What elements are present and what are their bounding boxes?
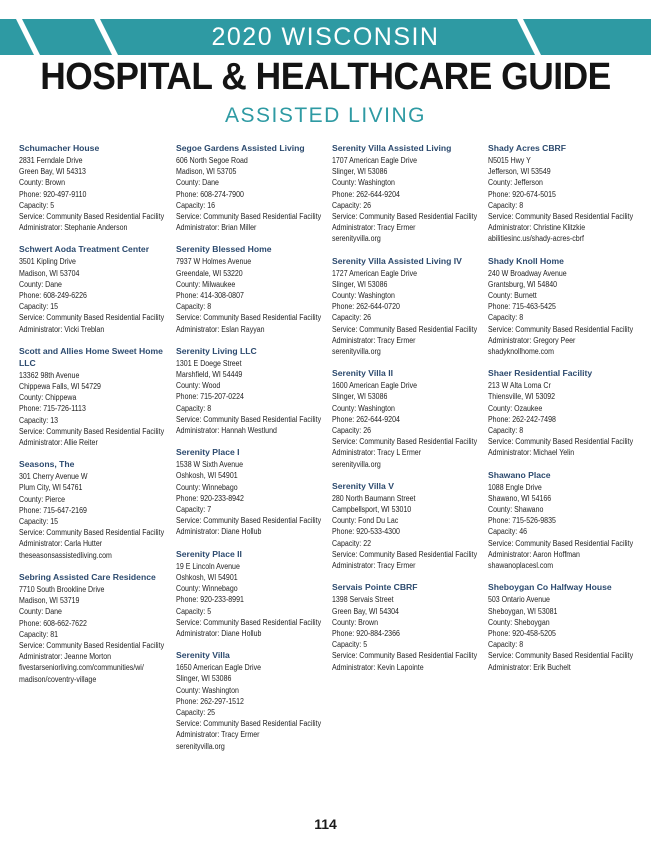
facility-detail: County: Washington (332, 291, 395, 301)
facility-detail: Phone: 920-233-8942 (176, 493, 244, 503)
facility-detail: Administrator: Tracy Ermer (176, 730, 260, 740)
facility-detail: Phone: 920-674-5015 (488, 189, 556, 199)
header-banner (0, 19, 651, 55)
facility-detail: Administrator: Tracy Ermer (332, 223, 416, 233)
facility-detail: Capacity: 5 (19, 200, 55, 210)
facility-entry (332, 367, 482, 470)
facility-detail: Capacity: 8 (176, 302, 212, 312)
facility-entry (488, 255, 638, 358)
listing-column (176, 142, 326, 762)
facility-detail: Service: Community Based Residential Facility (19, 528, 165, 538)
facility-name: Shady Acres CBRF (488, 143, 567, 153)
facility-detail: Capacity: 8 (488, 200, 524, 210)
facility-detail: Phone: 920-497-9110 (19, 189, 87, 199)
facility-detail: Administrator: Gregory Peer (488, 335, 576, 345)
facility-entry (176, 548, 326, 639)
facility-detail: Phone: 715-207-0224 (176, 392, 244, 402)
facility-entry (176, 345, 326, 436)
facility-detail: Service: Community Based Residential Facility (332, 549, 478, 559)
facility-name: Schumacher House (19, 143, 100, 153)
facility-name: Serenity Villa V (332, 480, 394, 491)
facility-name: Sheboygan Co Halfway House (488, 582, 612, 593)
facility-detail: 301 Cherry Avenue W (19, 472, 88, 482)
facility-detail: County: Brown (19, 178, 66, 188)
facility-detail: Service: Community Based Residential Facility (488, 538, 634, 548)
facility-detail: Administrator: Michael Yelin (488, 448, 575, 458)
facility-name: Serenity Place I (176, 447, 240, 458)
facility-detail: Service: Community Based Residential Facility (488, 212, 634, 222)
facility-detail: Phone: 262-644-0720 (332, 302, 400, 312)
facility-name: Seasons, The (19, 459, 75, 470)
facility-detail: Service: Community Based Residential Facility (488, 437, 634, 447)
facility-detail: Capacity: 15 (19, 517, 59, 527)
facility-detail: County: Wood (176, 381, 221, 391)
facility-detail: Capacity: 8 (488, 640, 524, 650)
facility-detail: Capacity: 26 (332, 313, 372, 323)
facility-detail: 19 E Lincoln Avenue (176, 561, 240, 571)
facility-detail: Service: Community Based Residential Facility (19, 640, 165, 650)
facility-detail: shadyknollhome.com (488, 347, 554, 357)
facility-detail: Administrator: Allie Reiter (19, 438, 98, 448)
facility-name: Sebring Assisted Care Residence (19, 571, 156, 582)
facility-detail: Service: Community Based Residential Facility (19, 426, 165, 436)
facility-detail: Slinger, WI 53086 (332, 279, 388, 289)
facility-detail: Phone: 608-274-7900 (176, 189, 244, 199)
facility-name: Serenity Living LLC (176, 345, 257, 356)
facility-detail: Administrator: Jeanne Morton (19, 652, 112, 662)
facility-detail: Capacity: 81 (19, 629, 59, 639)
facility-name: Serenity Villa (176, 650, 230, 661)
facility-detail: County: Chippewa (19, 393, 77, 403)
facility-detail: serenityvilla.org (332, 234, 381, 244)
facility-name: Scott and Allies Home Sweet Home LLC (19, 345, 163, 368)
facility-name: Shady Knoll Home (488, 255, 564, 266)
facility-detail: Capacity: 5 (332, 640, 368, 650)
facility-entry (332, 142, 482, 245)
facility-detail: Administrator: Tracy Ermer (332, 561, 416, 571)
facility-detail: County: Ozaukee (488, 403, 543, 413)
facility-detail: Madison, WI 53704 (19, 268, 80, 278)
facility-detail: theseasonsassistedliving.com (19, 550, 112, 560)
facility-name: Servais Pointe CBRF (332, 582, 418, 593)
facility-detail: Slinger, WI 53086 (332, 167, 388, 177)
listing-columns (19, 142, 639, 812)
facility-detail: serenityvilla.org (332, 347, 381, 357)
facility-detail: County: Milwaukee (176, 279, 236, 289)
facility-detail: Slinger, WI 53086 (332, 392, 388, 402)
facility-detail: Phone: 608-662-7622 (19, 618, 87, 628)
facility-detail: Phone: 920-884-2366 (332, 628, 400, 638)
facility-detail: Capacity: 7 (176, 505, 212, 515)
facility-detail: County: Dane (176, 178, 219, 188)
facility-name: Serenity Villa Assisted Living (332, 143, 452, 153)
facility-detail: Administrator: Brian Miller (176, 223, 257, 233)
facility-detail: Capacity: 13 (19, 415, 59, 425)
facility-detail: Service: Community Based Residential Facility (332, 437, 478, 447)
facility-detail: serenityvilla.org (332, 459, 381, 469)
facility-name: Serenity Blessed Home (176, 244, 272, 255)
facility-detail: 240 W Broadway Avenue (488, 268, 567, 278)
facility-detail: Phone: 262-644-9204 (332, 189, 400, 199)
facility-detail: County: Sheboygan (488, 617, 550, 627)
facility-entry (19, 571, 169, 685)
facility-detail: Phone: 920-533-4300 (332, 527, 400, 537)
facility-detail: Administrator: Stephanie Anderson (19, 223, 128, 233)
facility-detail: Oshkosh, WI 54901 (176, 471, 238, 481)
facility-detail: Service: Community Based Residential Facility (176, 617, 322, 627)
facility-detail: Service: Community Based Residential Facility (488, 651, 634, 661)
facility-detail: Administrator: Christine Klitzkie (488, 223, 586, 233)
facility-detail: Capacity: 5 (176, 606, 212, 616)
facility-detail: Chippewa Falls, WI 54729 (19, 382, 101, 392)
facility-name: Serenity Place II (176, 548, 242, 559)
facility-detail: Phone: 920-458-5205 (488, 628, 556, 638)
facility-detail: 280 North Baumann Street (332, 493, 416, 503)
facility-entry (332, 480, 482, 571)
facility-entry (176, 142, 326, 233)
facility-detail: 1600 American Eagle Drive (332, 381, 418, 391)
facility-detail: Administrator: Carla Hutter (19, 539, 103, 549)
facility-detail: Jefferson, WI 53549 (488, 167, 551, 177)
facility-name: Serenity Villa Assisted Living IV (332, 255, 462, 266)
facility-detail: Service: Community Based Residential Facility (488, 324, 634, 334)
facility-entry (488, 142, 638, 245)
facility-detail: 503 Ontario Avenue (488, 595, 550, 605)
facility-detail: Oshkosh, WI 54901 (176, 572, 238, 582)
facility-detail: Service: Community Based Residential Facility (332, 212, 478, 222)
facility-detail: 1301 E Doege Street (176, 358, 242, 368)
facility-detail: Administrator: Aaron Hoffman (488, 549, 580, 559)
facility-detail: Service: Community Based Residential Facility (176, 212, 322, 222)
facility-detail: Greendale, WI 53220 (176, 268, 243, 278)
facility-detail: madison/coventry-village (19, 674, 97, 684)
facility-detail: Capacity: 46 (488, 527, 528, 537)
facility-detail: Madison, WI 53719 (19, 596, 80, 606)
facility-detail: fivestarseniorliving.com/communities/wi/ (19, 663, 144, 673)
facility-detail: Administrator: Erik Buchelt (488, 662, 571, 672)
facility-detail: Plum City, WI 54761 (19, 483, 83, 493)
facility-entry (19, 458, 169, 561)
facility-detail: Capacity: 26 (332, 426, 372, 436)
facility-detail: Slinger, WI 53086 (176, 674, 232, 684)
listing-column (332, 142, 482, 683)
facility-detail: Capacity: 8 (488, 313, 524, 323)
facility-entry (19, 345, 169, 448)
facility-detail: Service: Community Based Residential Facility (332, 651, 478, 661)
facility-detail: 1707 American Eagle Drive (332, 156, 418, 165)
facility-detail: Administrator: Kevin Lapointe (332, 662, 424, 672)
facility-detail: Service: Community Based Residential Facility (332, 324, 478, 334)
facility-entry (488, 367, 638, 458)
facility-detail: Capacity: 26 (332, 200, 372, 210)
facility-detail: Service: Community Based Residential Facility (19, 212, 165, 222)
facility-detail: Service: Community Based Residential Facility (176, 414, 322, 424)
facility-detail: County: Winnebago (176, 482, 238, 492)
facility-detail: Shawano, WI 54166 (488, 493, 552, 503)
facility-detail: 1398 Servais Street (332, 595, 394, 605)
facility-detail: Capacity: 25 (176, 707, 216, 717)
facility-detail: Phone: 414-308-0807 (176, 291, 244, 301)
facility-entry (488, 469, 638, 572)
facility-detail: Thiensville, WI 53092 (488, 392, 556, 402)
facility-entry (488, 581, 638, 672)
facility-name: Serenity Villa II (332, 368, 393, 379)
facility-detail: Administrator: Hannah Westlund (176, 426, 277, 436)
listing-column (488, 142, 638, 683)
facility-name: Shaer Residential Facility (488, 368, 593, 379)
facility-detail: 7710 South Brookline Drive (19, 584, 105, 594)
facility-detail: abilitiesinc.us/shady-acres-cbrf (488, 234, 584, 244)
facility-detail: 1650 American Eagle Drive (176, 663, 262, 673)
facility-detail: Phone: 715-647-2169 (19, 505, 87, 515)
facility-detail: Administrator: Tracy Ermer (332, 335, 416, 345)
facility-detail: Service: Community Based Residential Facility (176, 719, 322, 729)
facility-detail: Administrator: Diane Hollub (176, 628, 262, 638)
facility-detail: Marshfield, WI 54449 (176, 370, 243, 380)
facility-entry (332, 581, 482, 672)
facility-detail: Phone: 715-526-9835 (488, 516, 556, 526)
facility-detail: Administrator: Tracy L Ermer (332, 448, 422, 458)
facility-detail: serenityvilla.org (176, 741, 225, 751)
facility-detail: County: Jefferson (488, 178, 543, 188)
facility-detail: 1088 Engle Drive (488, 482, 542, 492)
banner-title: 2020 WISCONSIN (211, 23, 440, 51)
facility-detail: Sheboygan, WI 53081 (488, 606, 558, 616)
page-number: 114 (314, 816, 337, 832)
facility-entry (19, 142, 169, 233)
facility-detail: Capacity: 8 (488, 426, 524, 436)
facility-detail: County: Fond Du Lac (332, 516, 399, 526)
facility-entry (332, 255, 482, 358)
facility-detail: Administrator: Eslan Rayyan (176, 324, 265, 334)
facility-detail: Service: Community Based Residential Facility (176, 516, 322, 526)
facility-detail: Capacity: 22 (332, 538, 372, 548)
facility-entry (19, 243, 169, 334)
facility-detail: 3501 Kipling Drive (19, 257, 76, 267)
facility-detail: Capacity: 8 (176, 403, 212, 413)
facility-detail: Phone: 608-249-6226 (19, 291, 87, 301)
facility-detail: County: Washington (332, 403, 395, 413)
facility-name: Schwert Aoda Treatment Center (19, 244, 150, 255)
facility-detail: 606 North Segoe Road (176, 156, 248, 165)
listing-column (19, 142, 169, 695)
facility-detail: Phone: 715-463-5425 (488, 302, 556, 312)
facility-detail: County: Brown (332, 617, 379, 627)
facility-detail: Service: Community Based Residential Facility (176, 313, 322, 323)
facility-detail: County: Winnebago (176, 584, 238, 594)
facility-detail: 1538 W Sixth Avenue (176, 460, 243, 470)
facility-detail: County: Dane (19, 607, 62, 617)
facility-entry (176, 446, 326, 537)
facility-detail: Administrator: Diane Hollub (176, 527, 262, 537)
facility-detail: County: Shawano (488, 505, 544, 515)
facility-name: Shawano Place (488, 469, 551, 480)
facility-detail: Service: Community Based Residential Facility (19, 313, 165, 323)
facility-detail: 2831 Ferndale Drive (19, 156, 83, 165)
facility-detail: Phone: 262-644-9204 (332, 414, 400, 424)
facility-detail: Phone: 262-297-1512 (176, 696, 244, 706)
facility-detail: County: Dane (19, 279, 62, 289)
section-title: ASSISTED LIVING (224, 104, 427, 127)
facility-detail: 13362 98th Avenue (19, 370, 80, 380)
facility-detail: County: Pierce (19, 494, 66, 504)
facility-detail: Phone: 920-233-8991 (176, 595, 244, 605)
facility-detail: Grantsburg, WI 54840 (488, 279, 558, 289)
facility-detail: Capacity: 16 (176, 200, 216, 210)
facility-detail: County: Burnett (488, 291, 537, 301)
facility-detail: Administrator: Vicki Treblan (19, 324, 105, 334)
facility-detail: Green Bay, WI 54313 (19, 167, 86, 177)
facility-detail: County: Washington (176, 685, 239, 695)
facility-detail: Campbellsport, WI 53010 (332, 505, 412, 515)
facility-detail: Phone: 715-726-1113 (19, 404, 86, 414)
facility-detail: 7937 W Holmes Avenue (176, 257, 252, 267)
facility-detail: County: Washington (332, 178, 395, 188)
facility-name: Segoe Gardens Assisted Living (176, 143, 305, 153)
page-title: HOSPITAL & HEALTHCARE GUIDE (40, 56, 611, 98)
facility-detail: 213 W Alta Loma Cr (488, 381, 551, 391)
facility-entry (176, 243, 326, 334)
facility-detail: Phone: 262-242-7498 (488, 414, 556, 424)
facility-detail: Green Bay, WI 54304 (332, 606, 399, 616)
facility-detail: N5015 Hwy Y (488, 156, 531, 165)
facility-detail: 1727 American Eagle Drive (332, 268, 418, 278)
facility-entry (176, 649, 326, 752)
facility-detail: Madison, WI 53705 (176, 167, 237, 177)
facility-detail: shawanoplacesl.com (488, 561, 554, 571)
facility-detail: Capacity: 15 (19, 302, 59, 312)
